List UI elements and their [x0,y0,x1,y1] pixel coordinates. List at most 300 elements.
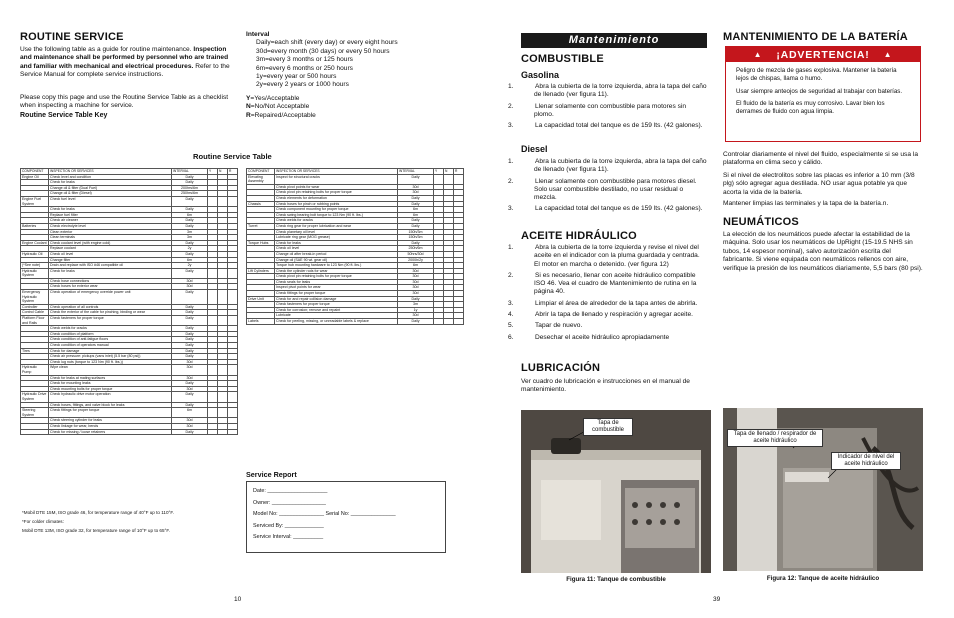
interval-cell: Daily [398,319,434,325]
component-cell: Hydraulic Oil [21,251,49,257]
inspection-cell: Check hoses for pinch or rubbing points [275,201,398,207]
interval-cell: 30d [172,375,208,381]
page-number-right: 39 [713,596,721,603]
step-number: 4. [508,311,514,319]
inspection-cell: Check pivot points for wear [275,184,398,190]
inspection-cell: Check fittings for proper torque [49,408,172,418]
check-cell[interactable] [228,316,238,326]
interval-cell: Daily [172,196,208,206]
table-row [21,268,238,278]
table-header-cell: COMPONENT [21,169,49,175]
step-number: 2. [508,271,514,279]
table-header-cell: INTERVAL [398,169,434,175]
inspection-cell: Check component mounting for proper torque [275,207,398,213]
service-table-left [20,168,238,435]
table-row [21,429,238,435]
component-cell: Chassis [247,201,275,207]
component-cell: Tires [21,348,49,354]
list-step [508,333,707,342]
check-cell[interactable] [218,408,228,418]
list-step [508,177,707,203]
component-cell: Steering System [21,408,49,418]
list-step [508,158,707,175]
interval-cell: 50hrs/30d [398,251,434,257]
interval-cell: 30d [398,274,434,280]
check-cell[interactable] [218,196,228,206]
step-number: 1. [508,83,514,90]
inspection-cell: Replace fuel filter [49,212,172,218]
inspection-cell: Check operation of emergency override power unit [49,290,172,305]
step-number: 6. [508,333,514,341]
component-cell: Engine Oil [21,174,49,180]
step-number: 1. [508,158,514,165]
inspection-cell: Check hoses, fittings, and valve block for leaks [49,402,172,408]
interval-cell: Daily [172,223,208,229]
inspection-cell: Check condition of anti-fatigue floors [49,337,172,343]
interval-cell: 6m [398,212,434,218]
interval-cell: Daily [172,268,208,278]
interval-cell: 250h/6m [398,246,434,252]
check-cell[interactable] [434,174,444,184]
warning-header [726,47,920,62]
list-step [508,311,707,319]
step-text: Abra la cubierta de la torre izquierda, abra la tapa del caño de llenado (ver figura 11). [534,158,707,174]
warning-title: ¡ADVERTENCIA! [776,48,870,61]
list-step [508,299,707,308]
component-cell: Controller [21,304,49,310]
interval-cell: 3m [172,235,208,241]
inspection-cell: Clean exterior [49,229,172,235]
component-cell [21,429,49,435]
table-row [247,319,464,325]
inspection-cell: Check pivot pin retaining bolts for proper torque [275,190,398,196]
interval-cell: Daily [398,174,434,184]
interval-cell: Daily [172,174,208,180]
list-step [508,322,707,330]
check-cell[interactable] [228,196,238,206]
component-cell: Drive Unit [247,296,275,302]
table-header-cell: N [218,169,228,175]
check-cell[interactable] [218,268,228,278]
warning-triangle-icon: ▲ [753,50,763,59]
check-cell[interactable] [228,290,238,305]
interval-cell: Daily [172,310,208,316]
step-number: 2. [508,177,514,185]
step-text: Si es necesario, llenar con aceite hidráulico compatible ISO 46. Vea el cuadro de Mantenimiento de rutina en la página 40. [534,271,697,296]
inspection-cell: Replace coolant [49,246,172,252]
interval-cell: Daily [172,304,208,310]
inspection-cell: Change oil after break-in period [275,251,398,257]
key-letter: R [246,111,251,119]
list-step [508,244,707,269]
check-cell[interactable] [218,290,228,305]
yn-key-lines [246,95,446,120]
inspection-cell: Check ring gear for proper lubrication and wear [275,223,398,229]
component-cell: Elevating Assembly [247,174,275,184]
check-cell[interactable] [218,365,228,375]
service-report-box [246,481,446,553]
interval-cell: Daily [398,195,434,201]
inspection-cell: Lubricate ring gear (MOG grease) [275,235,398,241]
inspection-cell: Drain and replace with ISO #46 compatible oil [49,263,172,269]
interval-cell: 30d [172,359,208,365]
warning-box [725,46,921,142]
interval-cell: Daily [172,251,208,257]
inspection-cell: Check air cleaner [49,218,172,224]
inspection-cell: Check level and condition [49,174,172,180]
oil-level-indicator-callout: Indicador de nivel del aceite hidráulico [831,452,901,470]
inspection-cell: Check for mounting leaks [49,381,172,387]
check-cell[interactable] [228,392,238,402]
step-number: 5. [508,322,514,330]
warning-body [726,62,920,121]
component-cell: Hydraulic System [21,268,49,278]
list-step [508,102,707,120]
inspection-cell: Check for missing / loose retainers [49,429,172,435]
diesel-title: Diesel [521,144,548,154]
table-row [21,196,238,206]
interval-cell: 200hrs/6m [172,185,208,191]
inspection-cell: Check for leaks at mating surfaces [49,375,172,381]
aceite-hidraulico-title: ACEITE HIDRÁULICO [521,230,637,242]
check-cell[interactable] [444,174,454,184]
component-cell: Lift Cylinders [247,268,275,274]
inspection-cell: Check electrolyte level [49,223,172,229]
inspection-cell: Check fasteners for proper torque [49,316,172,326]
interval-key [246,31,446,120]
inspection-cell: Check fasteners for proper torque [275,302,398,308]
interval-cell: 6m [398,263,434,269]
interval-cell: Daily [172,402,208,408]
component-cell: Hydraulic Pump [21,365,49,375]
interval-cell: Daily [172,240,208,246]
lubricacion-title: LUBRICACIÓN [521,362,601,374]
interval-cell: Daily [172,218,208,224]
step-text: La capacidad total del tanque es de 159 lts. (42 galones). [535,122,703,130]
interval-cell: Daily [398,296,434,302]
report-model-serial-field[interactable]: Model No: _______________ Serial No: _______________ [253,511,396,517]
interval-cell: 30d [398,279,434,285]
inspection-cell: Check linkage for wear, bends [49,423,172,429]
bateria-p1: Controlar diariamente el nivel del fluido, especialmente si se usa la plataforma en clima seco y cálido. [723,151,918,167]
report-owner-field[interactable]: Owner: __________________ [253,499,326,506]
table-key-title: Routine Service Table Key [20,112,108,119]
diesel-steps [508,158,707,217]
step-text: Abrir la tapa de llenado y respiración y agregar aceite. [535,311,693,319]
warning-line-1: Peligro de mezcla de gases explosiva. Mantener la batería lejos de chispas, llama o humo. [736,67,897,82]
interval-cell: 2y [172,246,208,252]
table-header-cell: INTERVAL [172,169,208,175]
interval-cell: Daily [172,337,208,343]
report-serviced-by-field[interactable]: Serviced By: _____________ [253,522,324,529]
combustible-title: COMBUSTIBLE [521,53,604,65]
bateria-title: MANTENIMIENTO DE LA BATERÍA [723,31,908,43]
inspection-cell: Change oil (SAE 90 wt. gear oil) [275,257,398,263]
interval-cell: 30d [398,291,434,297]
report-interval-field[interactable]: Service Interval: __________ [253,534,324,540]
check-cell[interactable] [208,365,218,375]
interval-line: 2y=every 2 years or 1000 hours [256,81,349,89]
inspection-cell: Change oil & filter (Dual Fuel) [49,185,172,191]
fill-breather-callout: Tapa de llenado / respirador de aceite hidráulico [727,429,823,447]
step-text: Abra la cubierta de la torre izquierda, abra la tapa del caño de llenado (ver figura 11). [534,83,707,99]
check-cell[interactable] [218,429,228,435]
table-header-cell: Y [434,169,444,175]
step-text: Limpiar el área de alrededor de la tapa antes de abrirla. [535,299,698,307]
service-table-right-wrap [246,168,464,325]
interval-cell: Daily [398,223,434,229]
inspection-cell: Check for corrosion; remove and repaint [275,307,398,313]
step-text: Llenar solamente con combustible para motores diesel. Solo usar combustible destilado, no usar residual o mezcla. [534,177,697,202]
list-step [508,122,707,130]
interval-cell: 3m [172,229,208,235]
inspection-cell: Check the cylinder rods for wear [275,268,398,274]
interval-cell: Daily [172,316,208,326]
table-row [247,174,464,184]
routine-service-title: ROUTINE SERVICE [20,31,124,43]
interval-cell: 2y [172,263,208,269]
figure-11-caption: Figura 11: Tanque de combustible [566,576,666,583]
interval-line: Daily=each shift (every day) or every eight hours [256,39,398,47]
interval-line: 6m=every 6 months or 250 hours [256,64,353,72]
interval-cell: 30d [172,418,208,424]
inspection-cell: Torque hub mounting hardware to 123 Nm (90 ft. lbs.) [275,263,398,269]
routine-service-intro [20,46,230,80]
interval-cell: 1y [398,307,434,313]
inspection-cell: Lubricate [275,313,398,319]
interval-cell: 30d [398,184,434,190]
inspection-cell: Check fittings for proper torque [275,291,398,297]
interval-cell: Daily [172,326,208,332]
interval-cell: Daily [172,381,208,387]
interval-cell: 30d [172,386,208,392]
check-cell[interactable] [208,408,218,418]
aceite-hidraulico-steps [508,244,707,345]
check-cell[interactable] [208,290,218,305]
table-row [21,365,238,375]
interval-cell: 250hrs/6m [172,191,208,197]
intro-text: Use the following table as a guide for routine maintenance. [20,46,192,53]
key-letter: N [246,103,251,111]
step-number: 3. [508,205,514,213]
intro-bold-text: Inspection and maintenance shall be performed by personnel who are trained and familiar with mechanical and electrical procedures. [20,46,229,70]
inspection-cell: Check swing bearing bolt torque to 123 Nm (90 ft. lbs.) [275,212,398,218]
interval-cell: 6m [172,408,208,418]
component-cell: Labels [247,319,275,325]
component-cell: Platform Floor and Rails [21,316,49,326]
inspection-cell: Check fuel level [49,196,172,206]
neumaticos-title: NEUMÁTICOS [723,216,799,228]
interval-cell: Daily [398,201,434,207]
list-step [508,205,707,213]
check-cell[interactable] [454,174,464,184]
inspection-cell: Check the exterior of the cable for pinching, binding or wear [49,310,172,316]
inspection-cell: Check planetary oil level [275,229,398,235]
inspection-cell: Clean terminals [49,235,172,241]
check-cell[interactable] [208,268,218,278]
component-cell: Emergency Hydraulic System [21,290,49,305]
inspection-cell: Check condition of platform [49,331,172,337]
figure-12-photo [723,408,923,571]
inspection-cell: Check air pressure: pickups (vans inlet) (5.5 bar (80 psi)) [49,354,172,360]
check-cell[interactable] [208,429,218,435]
check-cell[interactable] [228,268,238,278]
fuel-cap-callout: Tapa de combustible [583,418,633,436]
step-number: 3. [508,299,514,307]
service-table-left-wrap [20,168,238,435]
step-number: 3. [508,122,514,130]
inspection-cell: Check mounting bolts for proper torque [49,386,172,392]
inspection-cell: Check for leaks [49,268,172,278]
interval-cell: Daily [398,218,434,224]
interval-cell: Daily [172,348,208,354]
service-table-right [246,168,464,325]
key-line: R=Repaired/Acceptable [246,111,316,119]
component-cell: Engine Fuel System [21,196,49,206]
interval-cell: 30d [172,365,208,375]
inspection-cell: Check for damage [49,348,172,354]
step-number: 2. [508,102,514,110]
interval-title: Interval [246,31,270,38]
interval-cell: Daily [172,290,208,305]
oil-note-2: *For colder climates: [22,519,64,524]
inspection-cell: Check for and repair collision damage [275,296,398,302]
bateria-p2: Si el nivel de electrolitos sobre las placas es inferior a 10 mm (3/8 plg) sólo agregar agua destilada. NO usar agua potable ya que acorta la vida de la batería. [723,172,915,196]
table-header-cell: R [454,169,464,175]
interval-cell: Daily [172,429,208,435]
check-cell[interactable] [208,196,218,206]
oil-note-1: *Mobil DTE 15M, ISO grade 46, for temperature range of 40°F up to 110°F. [22,510,174,515]
key-line: Y=Yes/Acceptable [246,94,300,102]
inspection-cell: Check welds for cracks [275,218,398,224]
key-line: N=No/Not Acceptable [246,103,310,111]
oil-notes [22,510,227,534]
table-header-cell: N [444,169,454,175]
interval-cell: Daily [398,240,434,246]
inspection-cell: Check hydraulic drive motor operation [49,392,172,402]
interval-cell: 2000h/2y [398,257,434,263]
list-step [508,83,707,100]
interval-line: 30d=every month (30 days) or every 50 hours [256,47,390,55]
inspection-cell: Check oil level [275,246,398,252]
warning-line-3: El fluido de la batería es muy corrosivo. Lavar bien los derrames de fluido con agua limpia. [736,100,885,116]
interval-lines [246,39,446,89]
warning-line-2: Usar siempre anteojos de seguridad al trabajar con baterías. [736,87,903,95]
service-report-title: Service Report [246,470,297,479]
table-header-cell: INSPECTION OR SERVICES [49,169,172,175]
step-text: Abra la cubierta de la torre izquierda y revise el nivel del aceite en el indicador con la pluma guardada y centrada. El motor en marcha o detenido. (ver figura 12) [534,244,700,268]
right-page [477,0,954,618]
table-row [21,392,238,402]
interval-cell: 30d [398,268,434,274]
check-cell[interactable] [228,408,238,418]
table-row [21,408,238,418]
interval-cell: 150h/3m [398,229,434,235]
step-text: Llenar solamente con combustible para motores sin plomo. [534,102,687,118]
oil-note-3: Mobil DTE 13M, ISO grade 32, for temperature range of 10°F up to 65°F. [22,528,170,533]
interval-cell: 3m [398,302,434,308]
list-step [508,271,707,297]
check-cell[interactable] [228,429,238,435]
interval-cell: Daily [172,343,208,349]
interval-cell: Daily [172,331,208,337]
inspection-cell: Check steering cylinder for leaks [49,418,172,424]
interval-cell: Daily [172,392,208,402]
report-date-field[interactable]: Date: ____________________ [253,488,328,494]
check-cell[interactable] [444,319,454,325]
inspection-cell: Check for peeling, missing, or unreadable labels & replace [275,319,398,325]
figure-11-photo [521,410,711,573]
interval-cell: 6m [172,257,208,263]
step-text: Desechar el aceite hidráulico apropiadamente [535,333,670,341]
inspection-cell: Check lug nuts (torque to 123 Nm (90 ft. lbs.)) [49,359,172,365]
interval-line: 1y=every year or 500 hours [256,73,337,81]
bateria-p3: Mantener limpias las terminales y la tapa de la batería.n. [723,200,889,207]
interval-line: 3m=every 3 months or 125 hours [256,56,353,64]
interval-cell: 30d [398,313,434,319]
component-cell: Hydraulic Drive System [21,392,49,402]
check-cell[interactable] [228,365,238,375]
inspection-cell: Check for leaks [49,180,172,186]
component-cell: (*See note) [21,263,49,269]
inspection-cell: Change filter [49,257,172,263]
inspection-cell: Check welds for cracks [49,326,172,332]
check-cell[interactable] [454,319,464,325]
inspection-cell: Check coolant level (with engine cold) [49,240,172,246]
component-cell: Batteries [21,223,49,229]
check-cell[interactable] [218,316,228,326]
interval-cell: 6m [172,212,208,218]
step-number: 1. [508,244,514,251]
inspection-cell: Check for leaks [49,207,172,213]
inspection-cell: Check seals for leaks [275,279,398,285]
inspection-cell: Change oil & filter (Diesel) [49,191,172,197]
interval-cell: 150h/3m [398,235,434,241]
check-cell[interactable] [208,392,218,402]
warning-triangle-icon: ▲ [883,50,893,59]
inspection-cell: Inspect for structural cracks [275,174,398,184]
check-cell[interactable] [218,392,228,402]
inspection-cell: Check oil level [49,251,172,257]
gasolina-title: Gasolina [521,70,560,80]
neumaticos-text: La elección de los neumáticos puede afectar la estabilidad de la máquina. Solo usar los neumáticos de UpRight (15-19.5 NHS sin tubos, 14 espesor nominal), salvo autorización escrita del fabricante. Si viene equipada con neumáticos rellenos con aire, verifique la presión de los neumáticos diariamente, 5,5 bars (80 psi). [723,231,923,272]
check-cell[interactable] [434,319,444,325]
interval-cell: Daily [172,180,208,186]
step-text: Tapar de nuevo. [535,322,583,330]
inspection-cell: Wipe clean [49,365,172,375]
component-cell: Torque Hubs [247,240,275,246]
table-header-cell: R [228,169,238,175]
interval-cell: 30d [172,423,208,429]
component-cell: Turret [247,223,275,229]
interval-cell: Daily [172,354,208,360]
check-cell[interactable] [208,316,218,326]
inspection-cell: Check for leaks [275,240,398,246]
interval-cell: 6m [398,207,434,213]
table-title: Routine Service Table [193,152,272,161]
component-cell: Engine Coolant [22,240,47,245]
gasolina-steps [508,83,707,133]
table-header-cell: INSPECTION OR SERVICES [275,169,398,175]
table-row [21,290,238,305]
figure-12-caption: Figura 12: Tanque de aceite hidráulico [766,575,880,582]
step-text: La capacidad total del tanque es de 159 lts. (42 galones). [535,205,703,213]
table-header-cell: Y [208,169,218,175]
inspection-cell: Check condition of operators manual [49,343,172,349]
interval-cell: Daily [172,207,208,213]
component-cell: Control Cable [21,310,49,316]
inspection-cell: Check hoses for exterior wear [49,284,172,290]
